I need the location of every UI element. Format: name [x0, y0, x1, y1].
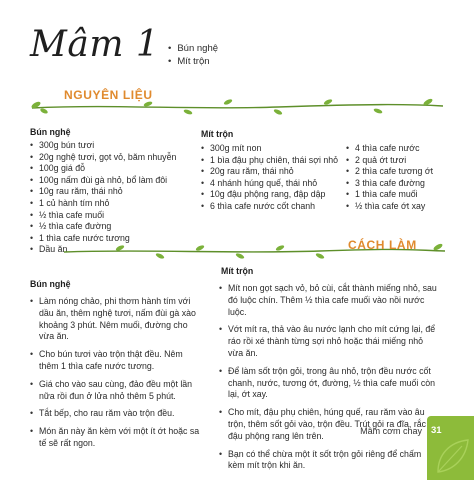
dish-list — [168, 42, 218, 68]
list-item: • 100g nấm đùi gà nhỏ, bổ làm đôi — [30, 175, 200, 187]
list-item: • 2 thìa cafe tương ớt — [346, 166, 461, 178]
list-item: • ½ thìa cafe ớt xay — [346, 201, 461, 213]
list-item: • 300g bún tươi — [30, 140, 200, 152]
method-mit-tron-steps — [219, 283, 437, 478]
step-item: • Cho bún tươi vào trộn thật đều. Nêm thêm 1 thìa cafe nước tương. — [30, 349, 200, 373]
list-item: • Dầu ăn — [30, 244, 200, 256]
method-heading: CÁCH LÀM — [348, 238, 417, 252]
ingredients-mit-tron-list-1 — [201, 143, 351, 213]
step-item: • Món ăn này ăn kèm với một ít ớt hoặc sa tế sẽ rất ngon. — [30, 426, 200, 450]
list-item: • 4 thìa cafe nước — [346, 143, 461, 155]
list-item: • 2 quả ớt tươi — [346, 155, 461, 167]
list-item: • 1 thìa cafe nước tương — [30, 233, 200, 245]
list-item: • 3 thìa cafe đường — [346, 178, 461, 190]
step-item: • Vớt mít ra, thả vào âu nước lạnh cho mít cứng lại, để ráo rồi xé thành từng sợi nhỏ hoặc thái miếng nhỏ vừa ăn. — [219, 324, 437, 359]
step-item: • Tắt bếp, cho rau răm vào trộn đều. — [30, 408, 200, 420]
dish-item: • Mít trộn — [168, 55, 218, 68]
list-item: • 4 nhánh húng quế, thái nhỏ — [201, 178, 351, 190]
step-item: • Bạn có thể chừa một ít sốt trộn gỏi riêng để chấm kèm mít trộn khi ăn. — [219, 449, 437, 473]
list-item: • 20g nghệ tươi, gọt vỏ, băm nhuyễn — [30, 152, 200, 164]
dish-item: • Bún nghệ — [168, 42, 218, 55]
ingredients-bun-nghe-label: Bún nghệ — [30, 127, 71, 137]
list-item: • 1 củ hành tím nhỏ — [30, 198, 200, 210]
step-item: • Cho mít, đậu phụ chiên, húng quế, rau răm vào âu trộn, thêm sốt gỏi vào, trộn đều. Trút gỏi ra đĩa, rắc đậu phộng rang lên trên. — [219, 407, 437, 442]
step-item: • Mít non gọt sạch vỏ, bỏ cùi, cắt thành miếng nhỏ, sau đó luộc chín. Thêm ½ thìa cafe muối vào nồi nước luộc. — [219, 283, 437, 318]
list-item: • 10g đậu phộng rang, đập dập — [201, 189, 351, 201]
step-item: • Giá cho vào sau cùng, đảo đều một lần nữa rồi đun ở lửa nhỏ thêm 5 phút. — [30, 379, 200, 403]
list-item: • 6 thìa cafe nước cốt chanh — [201, 201, 351, 213]
page-number: 31 — [431, 425, 442, 436]
list-item: • ½ thìa cafe đường — [30, 221, 200, 233]
method-bun-nghe-steps — [30, 296, 200, 456]
footer-book-title: Mâm cơm chay — [360, 426, 422, 436]
page-title: Mâm 1 — [30, 24, 160, 65]
ingredients-mit-tron-list-2 — [346, 143, 461, 213]
ingredients-heading: NGUYÊN LIỆU — [64, 88, 153, 102]
step-item: • Để làm sốt trộn gỏi, trong âu nhỏ, trộn đều nước cốt chanh, nước, tương ớt, đường, ½ thìa cafe muối còn lại, ớt xay. — [219, 366, 437, 401]
list-item: • 100g giá đỗ — [30, 163, 200, 175]
method-mit-tron-label: Mít trộn — [221, 266, 254, 276]
ingredients-bun-nghe-list — [30, 140, 200, 256]
list-item: • 1 bìa đậu phụ chiên, thái sợi nhỏ — [201, 155, 351, 167]
ingredients-mit-tron-label: Mít trộn — [201, 129, 234, 139]
list-item: • 10g rau răm, thái nhỏ — [30, 186, 200, 198]
list-item: • ½ thìa cafe muối — [30, 210, 200, 222]
list-item: • 1 thìa cafe muối — [346, 189, 461, 201]
leaf-icon — [432, 436, 472, 476]
list-item: • 20g rau răm, thái nhỏ — [201, 166, 351, 178]
method-bun-nghe-label: Bún nghệ — [30, 279, 71, 289]
list-item: • 300g mít non — [201, 143, 351, 155]
step-item: • Làm nóng chảo, phi thơm hành tím với dầu ăn, thêm nghệ tươi, nấm đùi gà xào khoảng 3 phút. Nêm muối, đường cho vừa ăn. — [30, 296, 200, 343]
